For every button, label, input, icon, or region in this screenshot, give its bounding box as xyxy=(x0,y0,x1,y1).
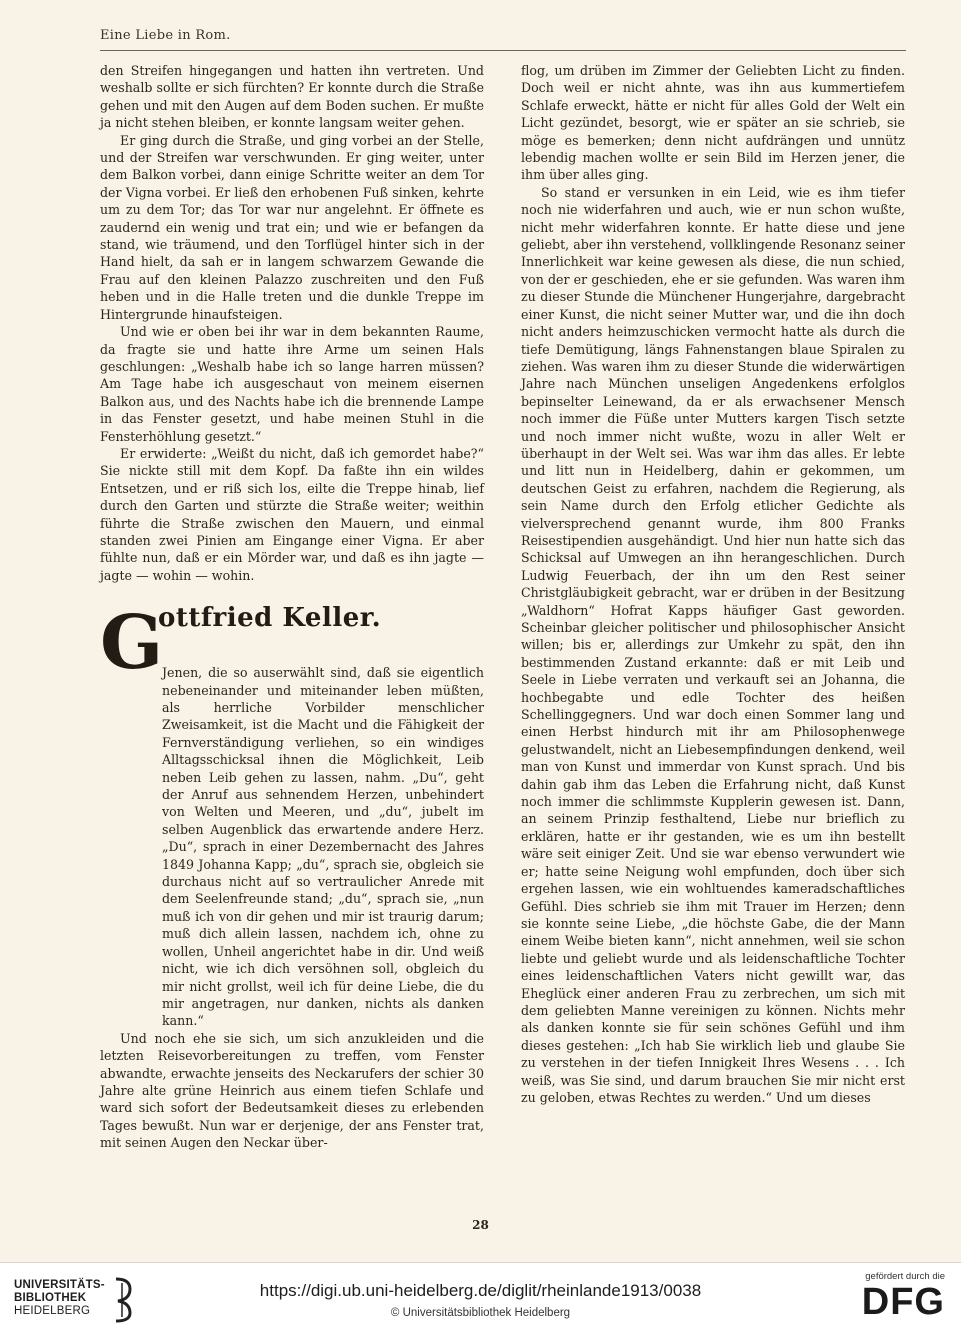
funder-name: DFG xyxy=(861,1281,945,1323)
running-title: Eine Liebe in Rom. xyxy=(100,28,231,43)
viewer-footer xyxy=(0,1262,961,1335)
page-number: 28 xyxy=(472,1218,489,1232)
library-name-line: BIBLIOTHEK xyxy=(14,1292,87,1304)
paragraph: Er erwiderte: „Weißt du nicht, daß ich gemordet habe?“ Sie nickte still mit dem Kopf. Da faßte ihn ein wildes Entsetzen, und er riß sich los, eilte die Treppe hinab, lief durch den Garten und stürzte die Straße weiter; weithin führte die Straße zwischen den Mauern, und einmal standen zwei Pinien am Eingange einer Vigna. Er aber fühlte nun, daß er ein Mörder war, und daß es ihn jagte — jagte — wohin — wohin. xyxy=(100,445,484,583)
paragraph: den Streifen hingegangen und hatten ihn vertreten. Und weshalb sollte er sich fürchten? Er konnte durch die Straße gehen und mit den Augen auf dem Boden suchen. Er mußte ja nicht stehen bleiben, er konnte langsam weiter gehen. xyxy=(100,63,484,131)
paragraph: Er ging durch die Straße, und ging vorbei an der Stelle, und der Streifen war verschwunden. Er ging weiter, unter dem Balkon vorbei, dann einige Schritte weiter an dem Tor der Vigna vorbei. Er ließ den erhobenen Fuß sinken, kehrte um zu dem Tor; das Tor war nur angelehnt. Er öffnete es zaudernd ein wenig und trat ein; und wie er befangen da stand, wie träumend, und den Torflügel hinter sich in der Hand hielt, da sah er in langem schwarzem Gewande die Frau auf den kleinen Palazzo zuschreiten und den Fuß heben und in die Halle treten und die dunkle Treppe im Hintergrunde hinaufsteigen. xyxy=(100,132,484,322)
library-name-line: UNIVERSITÄTS- xyxy=(14,1279,105,1291)
paragraph: Und wie er oben bei ihr war in dem bekannten Raume, da fragte sie und hatte ihre Arme um seinen Hals geschlungen: „Weshalb habe ich so lange harren müssen? Am Tage habe ich ausgeschaut von meinem eisernen Balkon aus, und des Nachts habe ich die brennende Lampe in das Fenster gesetzt, und habe meinen Stuhl in die Fensterhöhlung gesetzt.“ xyxy=(100,324,484,444)
paragraph: flog, um drüben im Zimmer der Geliebten Licht zu finden. Doch weil er nicht ahnte, was ihn aus kummertiefem Schlafe erweckt, hätte er nicht für alles Gold der Welt ein Licht gezündet, besorgt, wie er später an sie schrieb, sie möge es bemerken; denn nicht aufdrängen und unnütz lebendig machen wollte er sein Bild im Herzen jener, die ihm über alles ging. xyxy=(521,63,905,183)
section-heading xyxy=(100,600,484,687)
drop-cap: G xyxy=(100,600,164,687)
heading-title: ottfried Keller. xyxy=(158,603,382,634)
copyright-notice: © Universitätsbibliothek Heidelberg xyxy=(390,1307,571,1319)
paragraph: Jenen, die so auserwählt sind, daß sie eigentlich nebeneinander und miteinander leben müßten, als herrliche Vorbilder menschlicher Zweisamkeit, ist die Macht und die Fähigkeit der Fernverständigung verliehen, so ein windiges Alltagsschicksal ihnen die Möglichkeit, Leib neben Leib gehen zu lassen, nahm. „Du“, geht der Anruf aus sehnendem Herzen, unbehindert von Welten und Meeren, und „du“, jubelt im selben Augenblick das erwartende andere Herz. „Du“, sprach in einer Dezembernacht des Jahres 1849 Johanna Kapp; „du“, sprach sie, obgleich sie durchaus nicht auf so vertraulicher Anrede mit dem Seelenfreunde stand; „du“, sprach sie, „nun muß ich von dir gehen und mir ist traurig darum; muß dich allein lassen, nachdem ich, ohne zu wollen, Unheil angerichtet habe in dir. Und weiß nicht, wie ich dich versöhnen soll, obgleich du mir nicht grollst, weil ich für deine Liebe, die du mir angetragen, nur danken, nichts als danken kann.“ xyxy=(162,665,484,1029)
header-rule xyxy=(100,50,906,51)
paragraph: So stand er versunken in ein Leid, wie es ihm tiefer noch nie widerfahren und auch, wie er nun schon wußte, nicht mehr widerfahren konnte. Er hatte diese und jene geliebt, aber ihn verstehend, vollklingende Resonanz seiner Innerlichkeit war keine gewesen als diese, die nun schied, von der er geschieden, ehe er sie gefunden. Was waren ihm zu dieser Stunde die Münchener Hungerjahre, dargebracht einer Kunst, die nicht seiner Mutter war, und die ihn doch nicht anders heimzuschicken vermocht hatte als durch die tiefe Demütigung, längs Fahnenstangen blaue Spiralen zu ziehen. Was waren ihm zu dieser Stunde die widerwärtigen Jahre nach München unseligen Angedenkens erfolglos bepinselter Leinewand, da er als erwachsener Mensch noch immer die Füße unter Mutters kargen Tisch setzte und noch immer nicht wußte, wozu in aller Welt er überhaupt in der Welt sei. Was war ihm das alles. Er lebte und litt nun in Heidelberg, dahin er gekommen, um deutschen Geist zu erfahren, nachdem die Regierung, als sein Name durch den Erfolg etlicher Gedichte als vielversprechend genannt wurde, ihm 800 Franks Reisestipendien ausgehändigt. Und hier nun hatte sich das Schicksal auf Umwegen an ihn herangeschlichen. Durch Ludwig Feuerbach, der ihn um den Rest seiner Christgläubigkeit gebracht, war er drüben in der Besitzung „Waldhorn“ Hofrat Kapps häufiger Gast geworden. Scheinbar gleicher politischer und philosophischer Ansicht willen; bis er, allerdings zur Umkehr zu spät, den ihn bestimmenden Zustand erkannte: daß er mit Leib und Seele in Liebe verraten und verkauft sei an Johanna, die hochbegabte und edle Tochter des heißen Schellinggegners. Und war doch einen Sommer lang und einen Herbst hindurch mit ihr am Philosophenwege gelustwandelt, nicht an Liebesempfindungen denkend, weil man von Kunst und immerdar von Kunst sprach. Und bis dahin gab ihm das Leben die Erfahrung nicht, daß Kunst noch immer die schlimmste Kupplerin gewesen ist. Dann, an seinem Prinzip festhaltend, Liebe nur brieflich zu erklären, hatte er ihr gestanden, wie es um ihn bestellt wäre seit einiger Zeit. Und sie war ebenso verwundert wie er; hatte seine Neigung wohl empfunden, doch über sich ergehen lassen, wie ein wohltuendes kameradschaftliches Gefühl. Dies schrieb sie ihm mit Trauer im Herzen; denn sie konnte seine Liebe, „die höchste Gabe, die der Mann einem Weibe bieten kann“, nicht annehmen, weil sie schon liebte und geliebt wurde und als leidenschaftliche Tochter eines leidenschaftlichen Vaters nicht gewillt war, das Eheglück einer anderen Frau zu zerbrechen, um sich mit dem geliebten Manne vereinigen zu können. Nichts mehr als danken konnte sie für sein schönes Gefühl und ihm dieses gestehen: „Ich hab Sie wirklich lieb und glaube Sie zu verstehen in der tiefen Innigkeit Ihres Wesens . . . Ich weiß, was Sie sind, und darum brauchen Sie mir nicht erst zu geloben, etwas Rechtes zu werden.“ Und um dieses xyxy=(521,184,905,1105)
paragraph: Und noch ehe sie sich, um sich anzukleiden und die letzten Reisevorbereitungen zu treffen, vom Fenster abwandte, erwachte jenseits des Neckarufers der schier 30 Jahre alte grüne Heinrich aus einem tiefen Schlafe und ward sich sofort der Bedeutsamkeit dieses zu erlebenden Tages bewußt. Nun war er derjenige, der ans Fenster trat, mit seinen Augen den Neckar über- xyxy=(100,1030,484,1151)
dfg-logo[interactable] xyxy=(835,1271,945,1322)
permalink-url[interactable]: https://digi.ub.uni-heidelberg.de/diglit/rheinlande1913/0038 xyxy=(259,1281,702,1300)
library-name-line: HEIDELBERG xyxy=(14,1305,91,1317)
right-column xyxy=(521,62,905,1106)
funder-note: gefördert durch die xyxy=(865,1271,945,1282)
left-column xyxy=(100,62,484,1152)
